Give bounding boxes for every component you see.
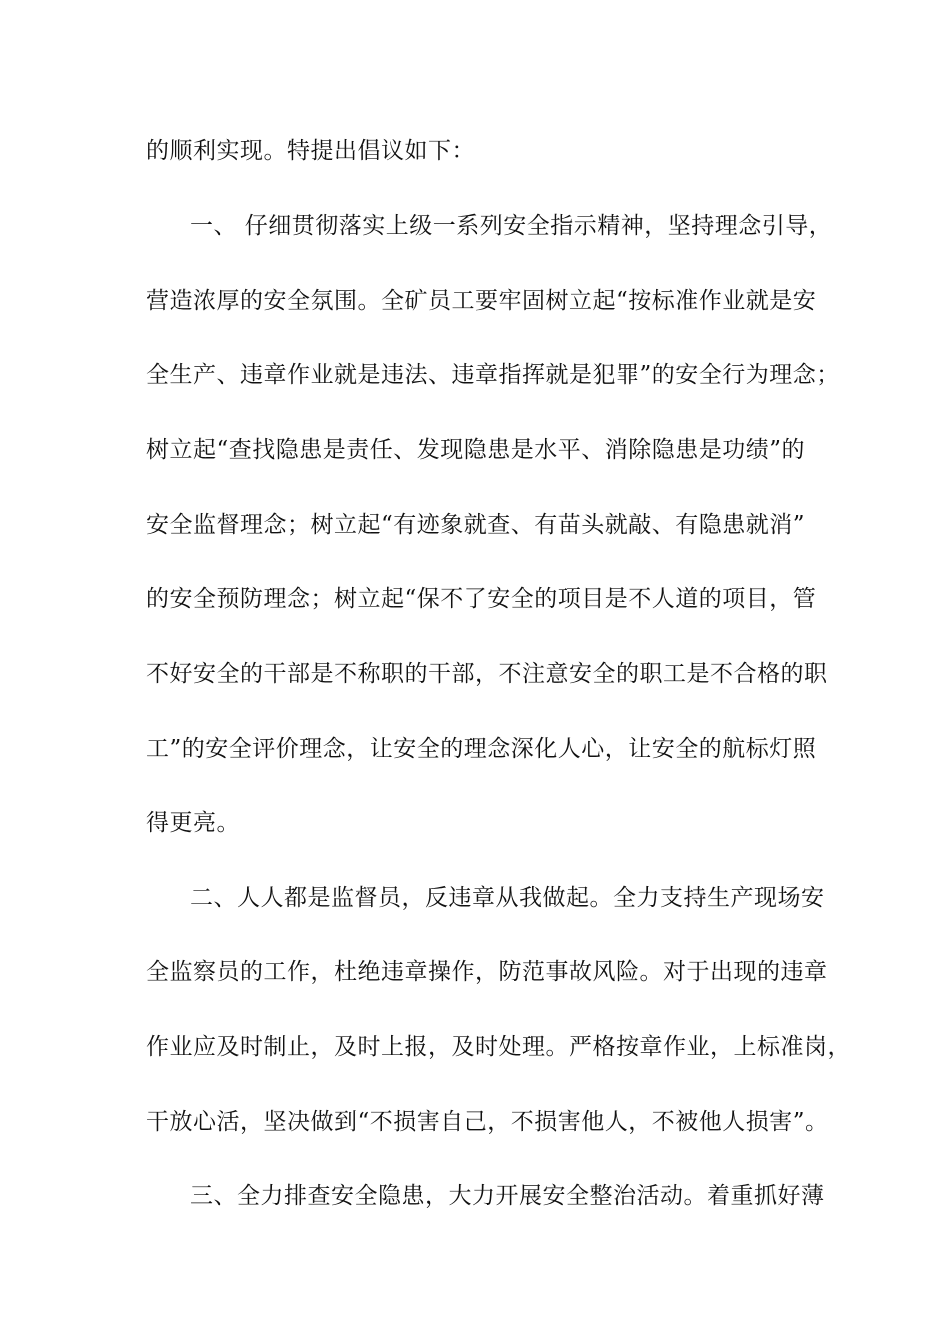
text-line: 营造浓厚的安全氛围。全矿员工要牢固树立起“按标准作业就是安 (146, 288, 817, 314)
text-line: 安全监督理念；树立起“有迹象就查、有苗头就敲、有隐患就消” (146, 512, 806, 538)
text-line: 不好安全的干部是不称职的干部，不注意安全的职工是不合格的职 (146, 661, 828, 687)
text-line: 三、全力排查安全隐患，大力开展安全整治活动。着重抓好薄 (190, 1183, 825, 1209)
text-line: 二、人人都是监督员，反违章从我做起。全力支持生产现场安 (190, 885, 825, 911)
text-line: 干放心活，坚决做到“不损害自己，不损害他人，不被他人损害”。 (146, 1109, 829, 1135)
text-line: 的安全预防理念；树立起“保不了安全的项目是不人道的项目，管 (146, 586, 817, 612)
text-line: 工”的安全评价理念，让安全的理念深化人心，让安全的航标灯照 (146, 736, 817, 762)
text-line: 全生产、违章作业就是违法、违章指挥就是犯罪”的安全行为理念； (146, 362, 840, 388)
text-line: 一、 仔细贯彻落实上级一系列安全指示精神，坚持理念引导， (190, 213, 833, 239)
text-line: 全监察员的工作，杜绝违章操作，防范事故风险。对于出现的违章 (146, 959, 828, 985)
text-line: 得更亮。 (146, 810, 240, 836)
text-line: 作业应及时制止，及时上报，及时处理。严格按章作业，上标准岗， (146, 1034, 851, 1060)
text-line: 的顺利实现。特提出倡议如下： (146, 138, 475, 164)
text-line: 树立起“查找隐患是责任、发现隐患是水平、消除隐患是功绩”的 (146, 437, 806, 463)
